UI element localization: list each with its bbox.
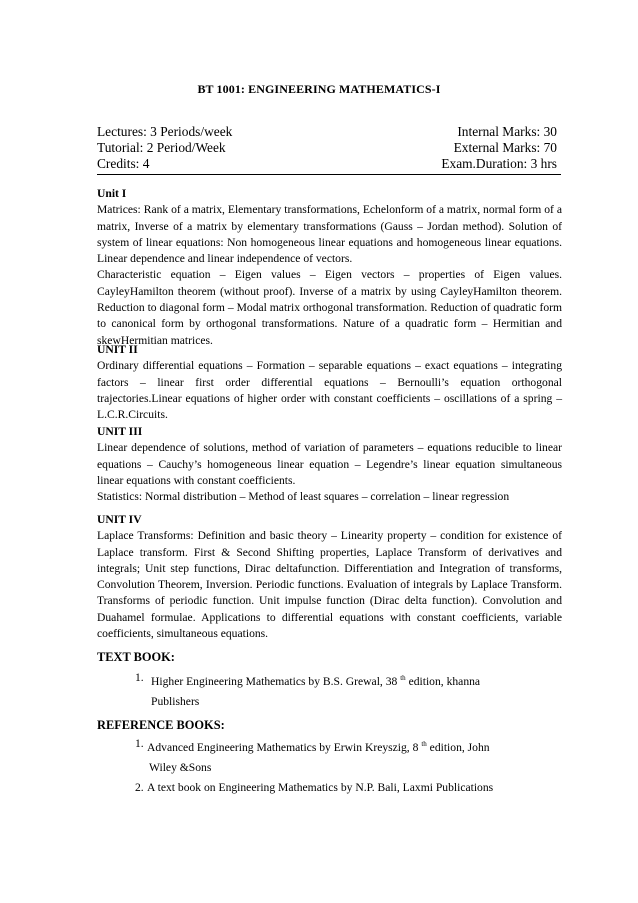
- header-divider: [97, 174, 561, 175]
- unit-paragraph: Matrices: Rank of a matrix, Elementary transformations, Echelonform of a matrix, normal form of a matrix, Inverse of a matrix by elementary transformations (Gauss – Jordan method). Solution of system of linear equations: Non homogeneous linear equations and homogeneous linear equations. Linear dependence and linear independence of vectors.: [97, 203, 562, 266]
- tutorial-text: Tutorial: 2 Period/Week: [97, 140, 226, 155]
- text-book-list: [135, 668, 555, 712]
- list-number: 2.: [135, 780, 144, 794]
- external-marks-text: External Marks: 70: [453, 140, 557, 155]
- unit-paragraph: Ordinary differential equations – Formation – separable equations – exact equations – integrating factors – linear first order differential equations – Bernoulli’s equation orthogonal trajectories.Linear equations of higher order with constant coefficients – oscillations of a spring – L.C.R.Circuits.: [97, 359, 562, 422]
- unit-heading: Unit I: [97, 187, 127, 200]
- unit-3-section: [97, 424, 562, 505]
- unit-paragraph: Linear dependence of solutions, method of variation of parameters – equations reducible to linear equations – Cauchy’s homogeneous linear equation – Legendre’s linear equation simultaneous linear equations with constant coefficients.: [97, 441, 562, 487]
- superscript: th: [421, 740, 427, 748]
- book-entry-text: Advanced Engineering Mathematics by Erwin Kreyszig, 8: [147, 740, 419, 754]
- book-entry-continuation: Publishers: [151, 694, 200, 708]
- unit-paragraph: Laplace Transforms: Definition and basic theory – Linearity property – condition for existence of Laplace transform. First & Second Shifting properties, Laplace Transform of derivatives and integrals; Unit step functions, Dirac deltafunction. Differentiation and Integration of transforms, Convolution Theorem, Inversion. Periodic functions. Evaluation of integrals by Laplace Transform. Transforms of periodic function. Unit impulse function (Dirac delta function). Convolution and Duahamel formulae. Applications to differential equations with constant coefficients, variable coefficients, simultaneous equations.: [97, 529, 562, 641]
- unit-paragraph: Characteristic equation – Eigen values – Eigen vectors – properties of Eigen values. CayleyHamilton theorem (without proof). Inverse of a matrix by using CayleyHamilton theorem. Reduction to diagonal form – Modal matrix orthogonal transformation. Reduction of quadratic form to canonical form by orthogonal transformations. Nature of a quadratic form – Hermitian and skewHermitian matrices.: [97, 268, 562, 347]
- meta-row-lectures: [97, 124, 557, 140]
- book-entry-text: A text book on Engineering Mathematics by N.P. Bali, Laxmi Publications: [147, 780, 494, 794]
- reference-books-list: [135, 734, 555, 798]
- unit-heading: UNIT III: [97, 425, 143, 438]
- book-entry-text: edition, khanna: [408, 674, 481, 688]
- internal-marks-text: Internal Marks: 30: [457, 124, 557, 139]
- meta-row-credits: [97, 156, 557, 172]
- unit-2-section: [97, 342, 562, 423]
- book-entry-continuation: Wiley &Sons: [149, 760, 212, 774]
- book-entry-text: Higher Engineering Mathematics by B.S. Grewal, 38: [151, 674, 398, 688]
- book-entry: [147, 734, 555, 778]
- list-item: [135, 778, 555, 798]
- list-item: [135, 734, 555, 778]
- book-entry-text: edition, John: [429, 740, 490, 754]
- list-number: 1.: [135, 737, 144, 750]
- text-book-heading: TEXT BOOK:: [97, 650, 175, 664]
- book-entry: [147, 668, 555, 712]
- unit-4-section: [97, 512, 562, 642]
- meta-row-tutorial: [97, 140, 557, 156]
- unit-1-section: [97, 186, 562, 349]
- unit-heading: UNIT II: [97, 343, 138, 356]
- exam-duration-text: Exam.Duration: 3 hrs: [441, 156, 557, 171]
- superscript: th: [400, 674, 406, 682]
- course-title: BT 1001: ENGINEERING MATHEMATICS-I: [197, 82, 441, 96]
- unit-paragraph: Statistics: Normal distribution – Method of least squares – correlation – linear regression: [97, 490, 510, 504]
- credits-text: Credits: 4: [97, 156, 150, 171]
- book-entry: [147, 778, 555, 798]
- list-number: 1.: [135, 671, 144, 684]
- reference-books-heading: REFERENCE BOOKS:: [97, 718, 225, 732]
- lectures-text: Lectures: 3 Periods/week: [97, 124, 233, 139]
- unit-heading: UNIT IV: [97, 513, 142, 526]
- list-item: [135, 668, 555, 712]
